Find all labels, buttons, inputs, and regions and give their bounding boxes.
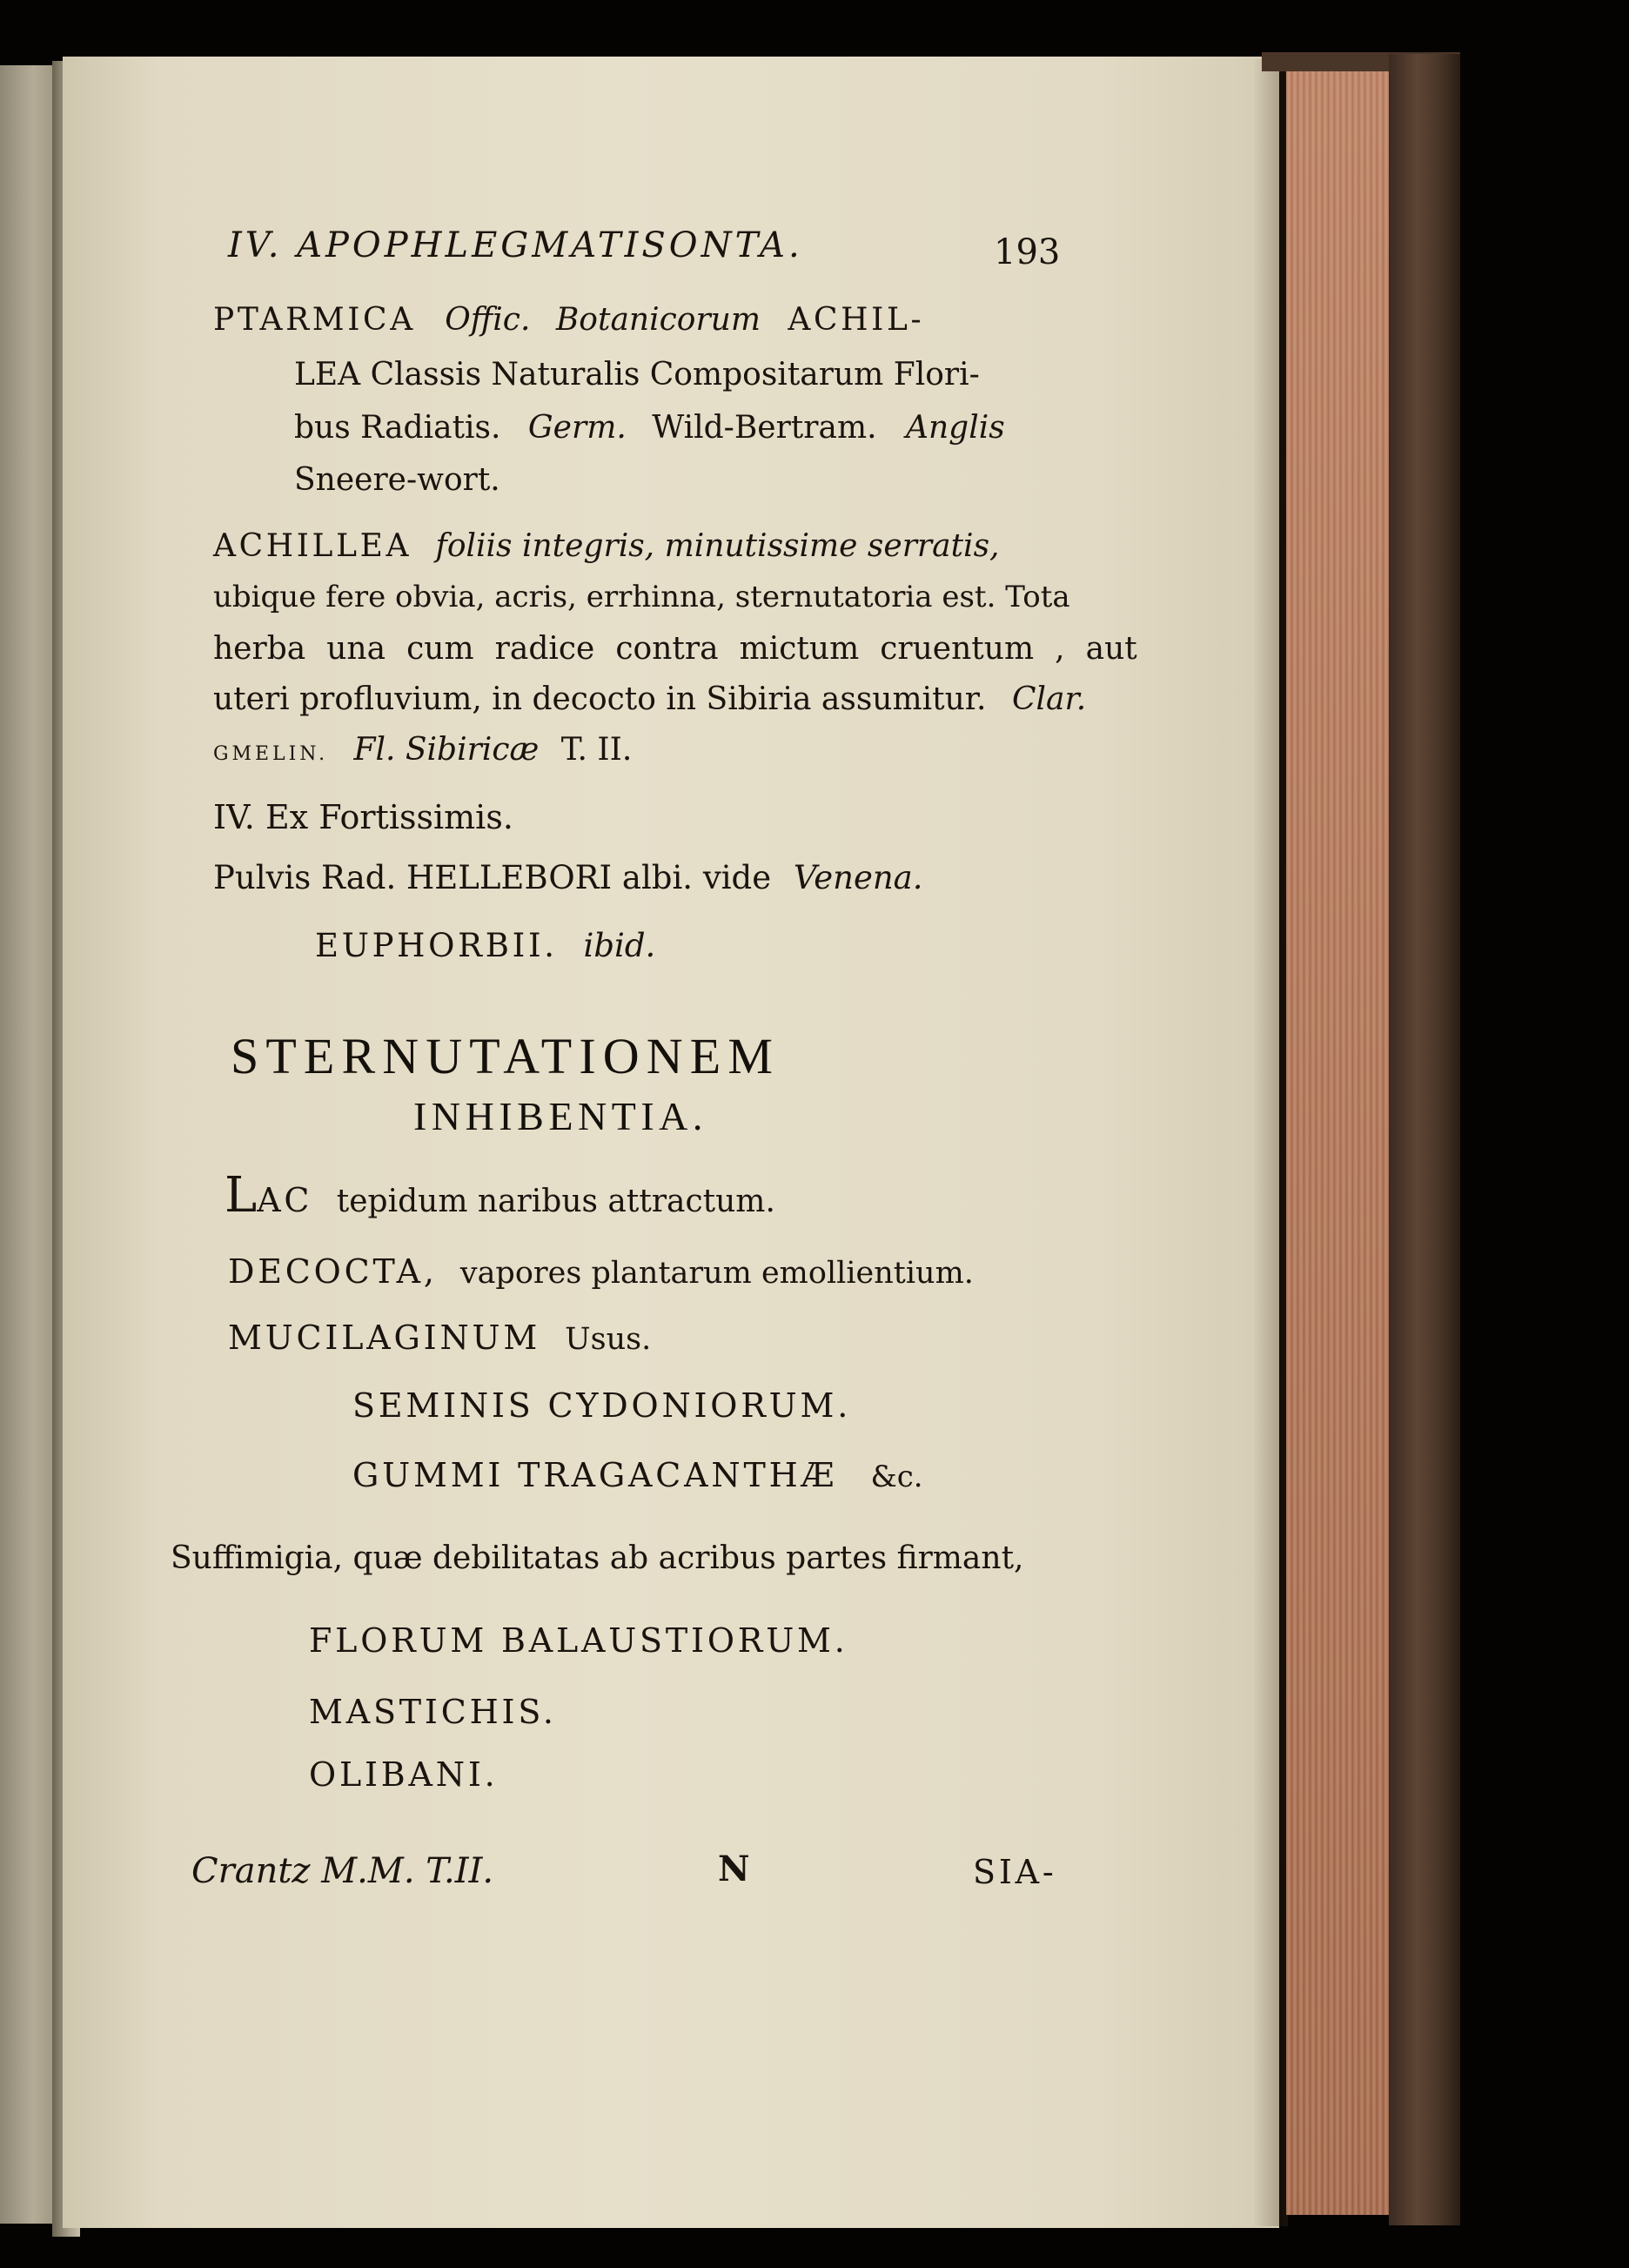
achillea-volume: T. II. xyxy=(560,732,633,768)
ptarmica-germ: Germ. xyxy=(527,410,627,446)
footer-catchword: SIA- xyxy=(973,1853,1057,1891)
section-title-line-2: INHIBENTIA. xyxy=(413,1094,707,1138)
footer-gathering-mark: N xyxy=(718,1849,750,1889)
ptarmica-achil: ACHIL- xyxy=(788,302,925,338)
binding-board xyxy=(1389,54,1460,2225)
pulvis-line xyxy=(213,859,923,896)
footer-signature: Crantz M.M. T.II. xyxy=(191,1851,494,1891)
ptarmica-line-1 xyxy=(213,302,925,338)
ptarmica-radiatis: bus Radiatis. xyxy=(294,410,501,446)
florum-line: FLORUM BALAUSTIORUM. xyxy=(309,1621,848,1660)
ptarmica-line-3 xyxy=(294,410,1005,446)
achillea-clar: Clar. xyxy=(1011,681,1087,717)
running-head-title: IV. APOPHLEGMATISONTA. xyxy=(228,225,803,265)
euphorbii-line xyxy=(315,929,655,962)
mastichis-line: MASTICHIS. xyxy=(309,1693,557,1731)
achillea-description: foliis integris, minutissime serratis, xyxy=(435,528,1000,564)
pulvis-text: Pulvis Rad. HELLEBORI albi. vide xyxy=(213,859,772,896)
ptarmica-name: PTARMICA xyxy=(213,302,416,338)
achillea-line-1 xyxy=(213,528,1000,564)
achillea-line-2: ubique fere obvia, acris, errhinna, sternutatoria est. Tota xyxy=(213,580,1070,614)
achillea-line-4 xyxy=(213,681,1087,717)
olibani-line: OLIBANI. xyxy=(309,1755,499,1794)
page-number: 193 xyxy=(994,232,1061,272)
achillea-name: ACHILLEA xyxy=(213,528,412,564)
pulvis-venena: Venena. xyxy=(793,859,923,896)
ptarmica-botanicorum: Botanicorum xyxy=(555,302,761,338)
mucilaginum-usus: Usus. xyxy=(565,1322,652,1357)
gummi-etc: &c. xyxy=(870,1459,923,1494)
achillea-flora: Fl. Sibiricæ xyxy=(353,732,540,768)
ptarmica-wild-bertram: Wild-Bertram. xyxy=(652,410,877,446)
ptarmica-offic: Offic. xyxy=(445,302,531,338)
ptarmica-anglis: Anglis xyxy=(905,410,1005,446)
lac-line xyxy=(225,1167,775,1224)
decocta-line xyxy=(228,1252,974,1291)
fore-edge-highlight xyxy=(1286,65,1389,2215)
suffimigia-line: Suffimigia, quæ debilitatas ab acribus partes firmant, xyxy=(171,1540,1024,1576)
lac-initial: L xyxy=(225,1167,258,1224)
ptarmica-line-2: LEA Classis Naturalis Compositarum Flori- xyxy=(294,357,980,393)
lac-text: tepidum naribus attractum. xyxy=(336,1184,775,1219)
achillea-sibiria: uteri profluvium, in decocto in Sibiria assumitur. xyxy=(213,681,987,717)
running-head xyxy=(228,225,803,265)
section-title-line-1: STERNUTATIONEM xyxy=(231,1028,781,1084)
ptarmica-line-4: Sneere-wort. xyxy=(294,462,500,498)
fortissimis-heading: IV. Ex Fortissimis. xyxy=(213,798,513,836)
gummi-line xyxy=(352,1456,923,1494)
mucilaginum-name: MUCILAGINUM xyxy=(228,1319,541,1357)
seminis-line: SEMINIS CYDONIORUM. xyxy=(352,1386,852,1425)
mucilaginum-line xyxy=(228,1321,651,1355)
gummi-name: GUMMI TRAGACANTHÆ xyxy=(352,1456,838,1494)
page-shadow xyxy=(1253,59,1288,2226)
achillea-gmelin: GMELIN. xyxy=(213,743,329,765)
euphorbii-name: EUPHORBII. xyxy=(315,927,558,964)
achillea-line-3: herba una cum radice contra mictum cruentum , aut xyxy=(213,631,1137,667)
lac-rest: AC xyxy=(257,1181,313,1219)
achillea-line-5 xyxy=(213,732,633,768)
decocta-text: vapores plantarum emollientium. xyxy=(459,1256,974,1291)
decocta-name: DECOCTA, xyxy=(228,1252,438,1291)
euphorbii-ibid: ibid. xyxy=(583,927,656,964)
